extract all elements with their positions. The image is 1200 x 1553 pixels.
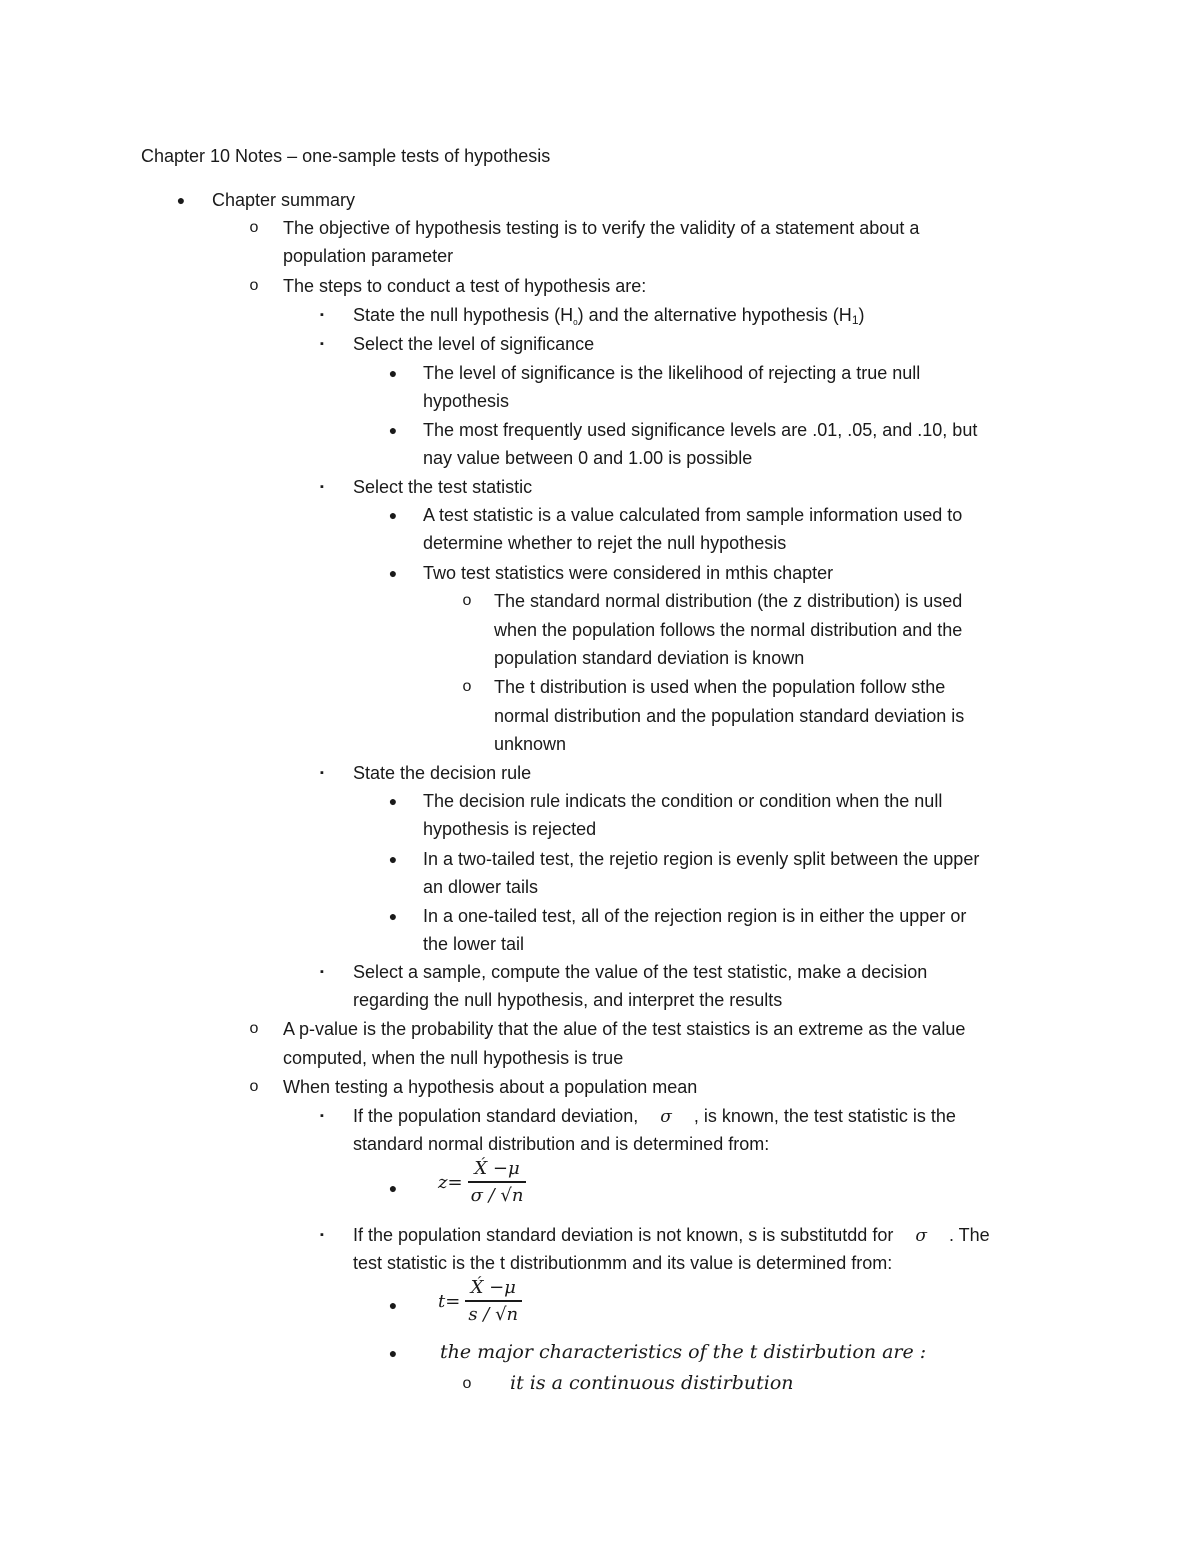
text-run: . The: [948, 1225, 990, 1245]
outline-item-continued: standard normal distribution and is determined from:: [353, 1134, 770, 1154]
bullet-square: ▪: [320, 1110, 324, 1122]
outline-item: Select the level of significance: [353, 334, 595, 354]
outline-item-continued: nay value between 0 and 1.00 is possible: [423, 448, 753, 468]
bullet-disc: ●: [388, 365, 398, 381]
bullet-disc: ●: [388, 507, 398, 523]
outline-item-continued: test statistic is the t distributionmm and its value is determined from:: [353, 1253, 893, 1273]
bullet-disc: ●: [388, 908, 398, 924]
outline-item: [353, 1105, 956, 1128]
outline-item-continued: population parameter: [283, 246, 454, 266]
sigma-symbol: σ: [660, 1107, 672, 1127]
outline-item: The level of significance is the likelihood of rejecting a true null: [423, 363, 921, 383]
outline-item: Select the test statistic: [353, 477, 533, 497]
bullet-circle: o: [249, 1020, 259, 1037]
outline-item: Select a sample, compute the value of the test statistic, make a decision: [353, 962, 928, 982]
outline-item-continued: hypothesis is rejected: [423, 819, 597, 839]
outline-item: [353, 304, 865, 331]
text-run: If the population standard deviation,: [353, 1106, 639, 1126]
text-run: State the null hypothesis (H: [353, 305, 574, 325]
outline-item: Two test statistics were considered in mthis chapter: [423, 563, 834, 583]
outline-item: The t distribution is used when the population follow sthe: [494, 677, 946, 697]
bullet-circle: o: [462, 592, 472, 609]
outline-item: The decision rule indicats the condition or condition when the null: [423, 791, 943, 811]
bullet-disc: ●: [388, 565, 398, 581]
outline-item: When testing a hypothesis about a population mean: [283, 1077, 698, 1097]
outline-item-continued: an dlower tails: [423, 877, 539, 897]
formula-lhs: z=: [438, 1171, 463, 1193]
bullet-circle: o: [249, 219, 259, 236]
outline-item: Chapter summary: [212, 190, 356, 210]
outline-item: [353, 1224, 990, 1247]
outline-item: The objective of hypothesis testing is to verify the validity of a statement about a: [283, 218, 920, 238]
bullet-disc: ●: [388, 793, 398, 809]
outline-item: In a two-tailed test, the rejetio region is evenly split between the upper: [423, 849, 980, 869]
bullet-square: ▪: [320, 767, 324, 779]
outline-item-continued: determine whether to rejet the null hypothesis: [423, 533, 787, 553]
outline-item: The steps to conduct a test of hypothesis are:: [283, 276, 647, 296]
outline-item: In a one-tailed test, all of the rejection region is in either the upper or: [423, 906, 967, 926]
outline-item-continued: computed, when the null hypothesis is true: [283, 1048, 624, 1068]
fraction: [467, 1158, 528, 1206]
bullet-circle: o: [462, 1375, 472, 1392]
outline-item: State the decision rule: [353, 763, 532, 783]
bullet-disc: ●: [388, 1345, 398, 1361]
text-run: ): [858, 305, 865, 325]
outline-item-continued: normal distribution and the population standard deviation is: [494, 706, 965, 726]
outline-item-italic: it is a continuous distirbution: [510, 1372, 794, 1394]
z-score-formula: [438, 1158, 527, 1206]
document-title: Chapter 10 Notes – one-sample tests of hypothesis: [141, 146, 551, 166]
outline-item-continued: the lower tail: [423, 934, 525, 954]
fraction-denominator: s / √n: [468, 1304, 519, 1325]
subscript-1: 1: [851, 313, 859, 327]
fraction-denominator: σ / √n: [470, 1185, 524, 1206]
bullet-circle: o: [462, 678, 472, 695]
fraction-numerator: X́ −μ: [465, 1277, 522, 1302]
outline-item-continued: hypothesis: [423, 391, 510, 411]
text-run: , is known, the test statistic is the: [693, 1106, 956, 1126]
bullet-circle: o: [249, 277, 259, 294]
bullet-disc: ●: [388, 1180, 398, 1196]
outline-item-continued: regarding the null hypothesis, and interpret the results: [353, 990, 783, 1010]
bullet-square: ▪: [320, 309, 324, 321]
fraction: [464, 1277, 522, 1325]
formula-lhs: t=: [438, 1290, 461, 1312]
bullet-square: ▪: [320, 1229, 324, 1241]
t-statistic-formula: [438, 1277, 522, 1325]
fraction-numerator: X́ −μ: [468, 1158, 525, 1183]
bullet-square: ▪: [320, 481, 324, 493]
bullet-disc: ●: [176, 192, 186, 208]
outline-item: A test statistic is a value calculated from sample information used to: [423, 505, 963, 525]
outline-item-continued: population standard deviation is known: [494, 648, 805, 668]
bullet-square: ▪: [320, 338, 324, 350]
bullet-square: ▪: [320, 966, 324, 978]
outline-item: The standard normal distribution (the z distribution) is used: [494, 591, 963, 611]
outline-item: The most frequently used significance levels are .01, .05, and .10, but: [423, 420, 978, 440]
bullet-circle: o: [249, 1078, 259, 1095]
outline-item: A p-value is the probability that the alue of the test staistics is an extreme as the value: [283, 1019, 966, 1039]
bullet-disc: ●: [388, 1297, 398, 1313]
bullet-disc: ●: [388, 851, 398, 867]
text-run: If the population standard deviation is not known, s is substitutdd for: [353, 1225, 894, 1245]
outline-item-continued: unknown: [494, 734, 567, 754]
subscript-o: ₒ: [573, 313, 578, 327]
sigma-symbol: σ: [915, 1226, 927, 1246]
outline-item-italic: the major characteristics of the t distirbution are :: [440, 1341, 927, 1363]
outline-item-continued: when the population follows the normal distribution and the: [494, 620, 963, 640]
bullet-disc: ●: [388, 422, 398, 438]
text-run: ) and the alternative hypothesis (H: [577, 305, 852, 325]
